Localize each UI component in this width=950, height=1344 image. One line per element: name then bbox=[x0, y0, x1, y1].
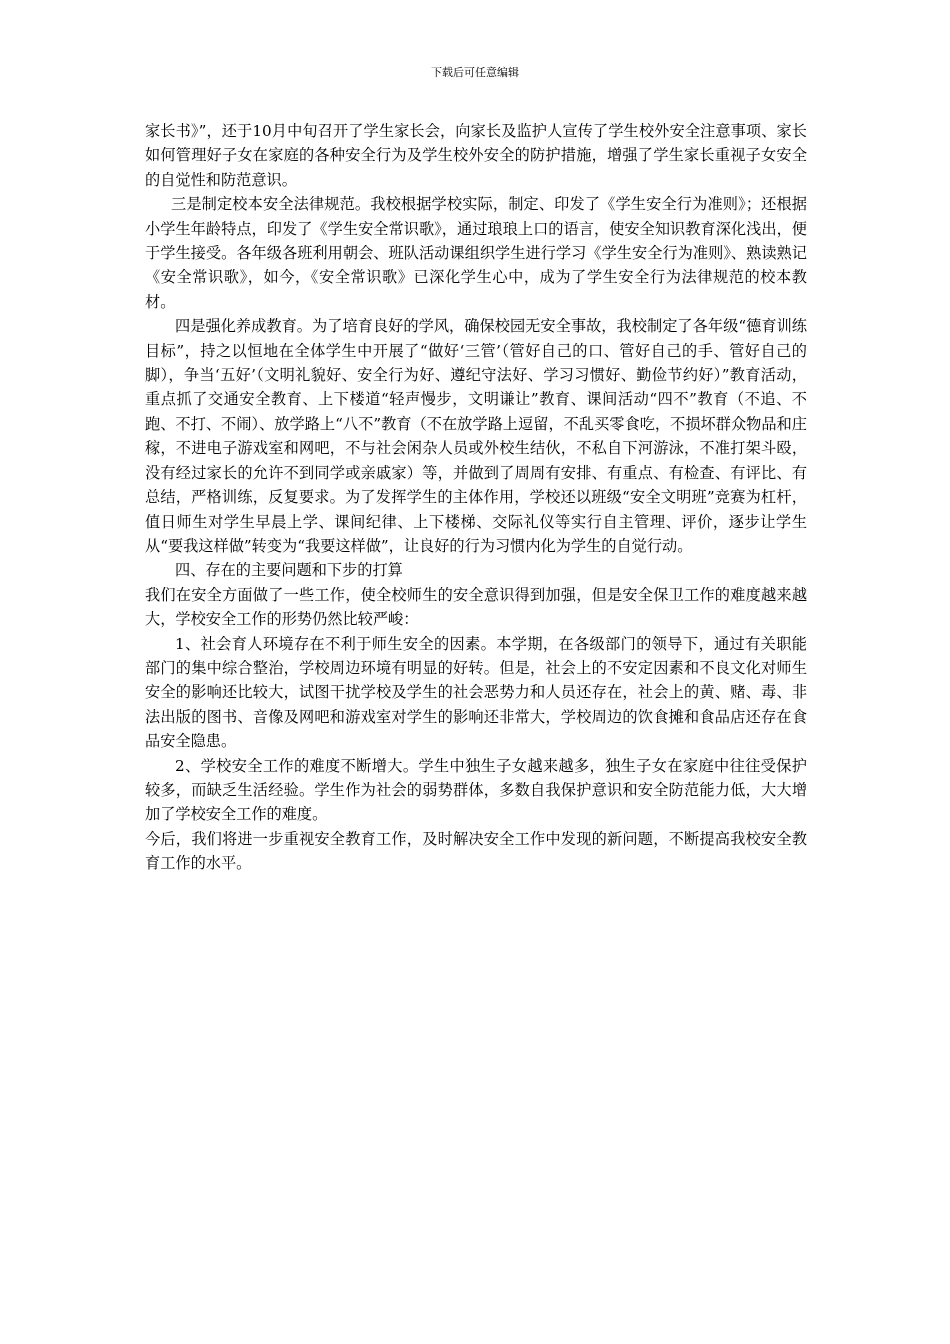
paragraph-habit-education: 四是强化养成教育。为了培育良好的学风，确保校园无安全事故，我校制定了各年级“德育训练目标”，持之以恒地在全体学生中开展了“做好‘三管’（管好自己的口、管好自己的手、管好自己的脚），争当‘五好’（文明礼貌好、安全行为好、遵纪守法好、学习习惯好、勤俭节约好）”教育活动，重点抓了交通安全教育、上下楼道“轻声慢步，文明谦让”教育、课间活动“四不”教育（不追、不跑、不打、不闹）、放学路上“八不”教育（不在放学路上逗留，不乱买零食吃，不损坏群众物品和庄稼，不进电子游戏室和网吧，不与社会闲杂人员或外校生结伙，不私自下河游泳，不准打架斗殴，没有经过家长的允许不到同学或亲戚家）等，并做到了周周有安排、有重点、有检查、有评比、有总结，严格训练，反复要求。为了发挥学生的主体作用，学校还以班级“安全文明班”竞赛为杠杆，值日师生对学生早晨上学、课间纪律、上下楼梯、交际礼仪等实行自主管理、评价，逐步让学生从“要我这样做”转变为“我要这样做”，让良好的行为习惯内化为学生的自觉行动。 bbox=[145, 317, 807, 555]
paragraph-problem-2: 2、学校安全工作的难度不断增大。学生中独生子女越来越多，独生子女在家庭中往往受保护较多，而缺乏生活经验。学生作为社会的弱势群体，多数自我保护意识和安全防范能力低，大大增加了学校安全工作的难度。 bbox=[145, 756, 807, 824]
page-header: 下载后可任意编辑 bbox=[431, 66, 519, 79]
paragraph-problem-1: 1、社会育人环境存在不利于师生安全的因素。本学期，在各级部门的领导下，通过有关职能部门的集中综合整治，学校周边环境有明显的好转。但是，社会上的不安定因素和不良文化对师生安全的影响还比较大，试图干扰学校及学生的社会恶势力和人员还存在，社会上的黄、赌、毒、非法出版的图书、音像及网吧和游戏室对学生的影响还非常大，学校周边的饮食摊和食品店还存在食品安全隐患。 bbox=[145, 634, 807, 751]
paragraph-school-rules: 三是制定校本安全法律规范。我校根据学校实际，制定、印发了《学生安全行为准则》；还根据小学生年龄特点，印发了《学生安全常识歌》，通过琅琅上口的语言，使安全知识教育深化浅出，便于学生接受。各年级各班利用朝会、班队活动课组织学生进行学习《学生安全行为准则》、熟读熟记《安全常识歌》，如今，《安全常识歌》已深化学生心中，成为了学生安全行为法律规范的校本教材。 bbox=[145, 195, 807, 311]
paragraph-conclusion: 今后，我们将进一步重视安全教育工作，及时解决安全工作中发现的新问题，不断提高我校安全教育工作的水平。 bbox=[145, 829, 807, 873]
paragraph-problems-intro: 我们在安全方面做了一些工作，使全校师生的安全意识得到加强，但是安全保卫工作的难度越来越大，学校安全工作的形势仍然比较严峻： bbox=[145, 585, 807, 629]
section-heading-problems: 四、存在的主要问题和下步的打算 bbox=[175, 561, 403, 580]
paragraph-parent-letter: 家长书》”，还于10月中旬召开了学生家长会，向家长及监护人宣传了学生校外安全注意事项、家长如何管理好子女在家庭的各种安全行为及学生校外安全的防护措施，增强了学生家长重视子女安全的自觉性和防范意识。 bbox=[145, 122, 807, 189]
document-body bbox=[145, 119, 807, 876]
